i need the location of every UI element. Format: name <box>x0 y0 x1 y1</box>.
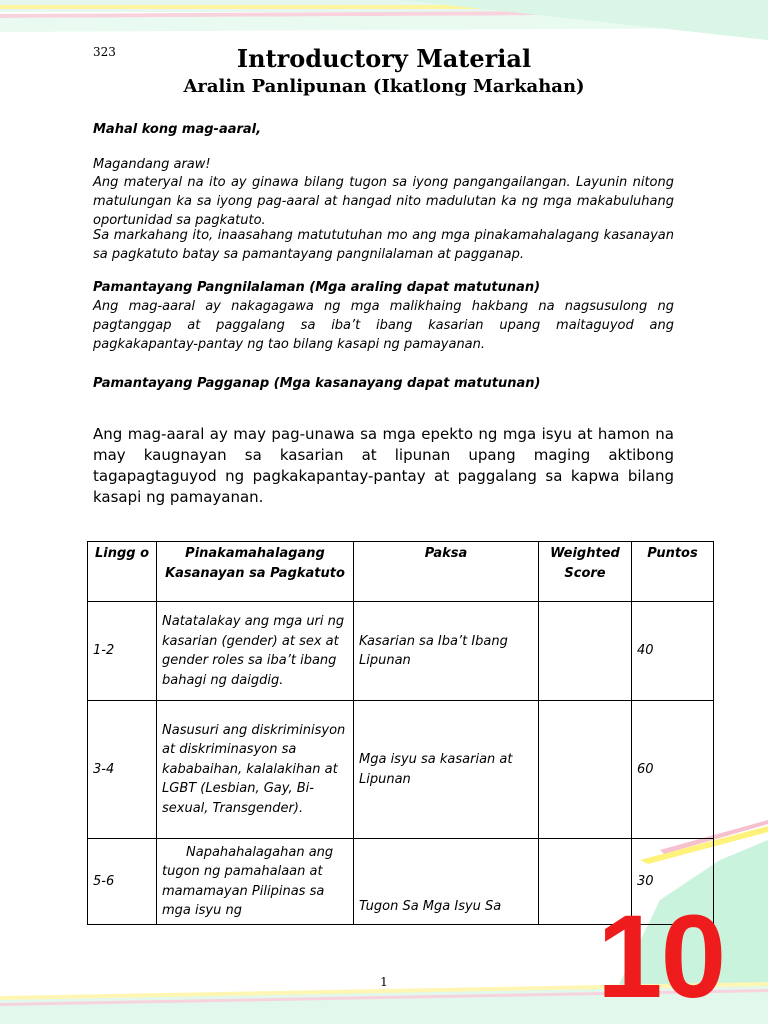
intro-greeting-line: Magandang araw! <box>93 157 211 172</box>
intro-paragraph-1: Ang materyal na ito ay ginawa bilang tugon sa iyong pangangailangan. Layunin nitong matulungan ka sa iyong pag-aaral at hangad nito madulutan ka ng mga makabuluhang oportunidad sa pagkatuto. <box>93 175 674 228</box>
header-week: Lingg o <box>88 542 157 602</box>
table-row <box>88 602 714 701</box>
header-competency: Pinakamahalagang Kasanayan sa Pagkatuto <box>157 542 354 602</box>
row-weighted-score <box>539 701 632 839</box>
content-standard-heading: Pamantayang Pangnilalaman (Mga araling dapat matutunan) <box>93 280 541 295</box>
row-competency: Nasusuri ang diskriminisyon at diskriminasyon sa kababaihan, kalalakihan at LGBT (Lesbian, Gay, Bi-sexual, Transgender). <box>157 701 354 839</box>
greeting: Mahal kong mag-aaral, <box>93 122 262 137</box>
header-topic: Paksa <box>354 542 539 602</box>
row-topic: Kasarian sa Iba’t Ibang Lipunan <box>354 602 539 701</box>
table-header-row <box>88 542 714 602</box>
performance-standard-text: Ang mag-aaral ay may pag-unawa sa mga epekto ng mga isyu at hamon na may kaugnayan sa kasarian at lipunan upang maging aktibong tagapagtaguyod ng pagkakapantay-pantay at paggalang sa kapwa bilang kasapi ng pamayanan. <box>93 425 674 506</box>
document-subtitle: Aralin Panlipunan (Ikatlong Markahan) <box>183 76 585 97</box>
header-points: Puntos <box>632 542 714 602</box>
header-weighted-score: Weighted Score <box>539 542 632 602</box>
row-weighted-score <box>539 602 632 701</box>
performance-standard-heading: Pamantayang Pagganap (Mga kasanayang dapat matutunan) <box>93 376 541 391</box>
row-competency: Napahahalagahan ang tugon ng pamahalaan at mamamayan Pilipinas sa mga isyu ng <box>157 839 354 925</box>
document-title: Introductory Material <box>236 44 532 73</box>
intro-paragraph-2: Sa markahang ito, inaasahang matututuhan mo ang mga pinakamahalagang kasanayan sa pagkatuto batay sa pamantayang pangnilalaman at pagganap. <box>93 228 674 262</box>
table-row <box>88 701 714 839</box>
row-topic: Tugon Sa Mga Isyu Sa <box>354 839 539 925</box>
grade-level-badge: 10 <box>597 891 725 1023</box>
bottom-page-number: 1 <box>380 975 388 989</box>
row-week: 5-6 <box>88 839 157 925</box>
row-topic: Mga isyu sa kasarian at Lipunan <box>354 701 539 839</box>
row-points: 30 <box>632 839 714 925</box>
top-page-number: 323 <box>93 45 116 59</box>
row-points: 40 <box>632 602 714 701</box>
row-points: 60 <box>632 701 714 839</box>
content-standard-text: Ang mag-aaral ay nakagagawa ng mga malikhaing hakbang na nagsusulong ng pagtanggap at paggalang sa iba’t ibang kasarian upang maitaguyod ang pagkakapantay-pantay ng tao bilang kasapi ng pamayanan. <box>93 299 674 352</box>
learning-competency-table <box>87 541 714 925</box>
row-competency: Natatalakay ang mga uri ng kasarian (gender) at sex at gender roles sa iba’t ibang bahagi ng daigdig. <box>157 602 354 701</box>
row-week: 1-2 <box>88 602 157 701</box>
row-week: 3-4 <box>88 701 157 839</box>
